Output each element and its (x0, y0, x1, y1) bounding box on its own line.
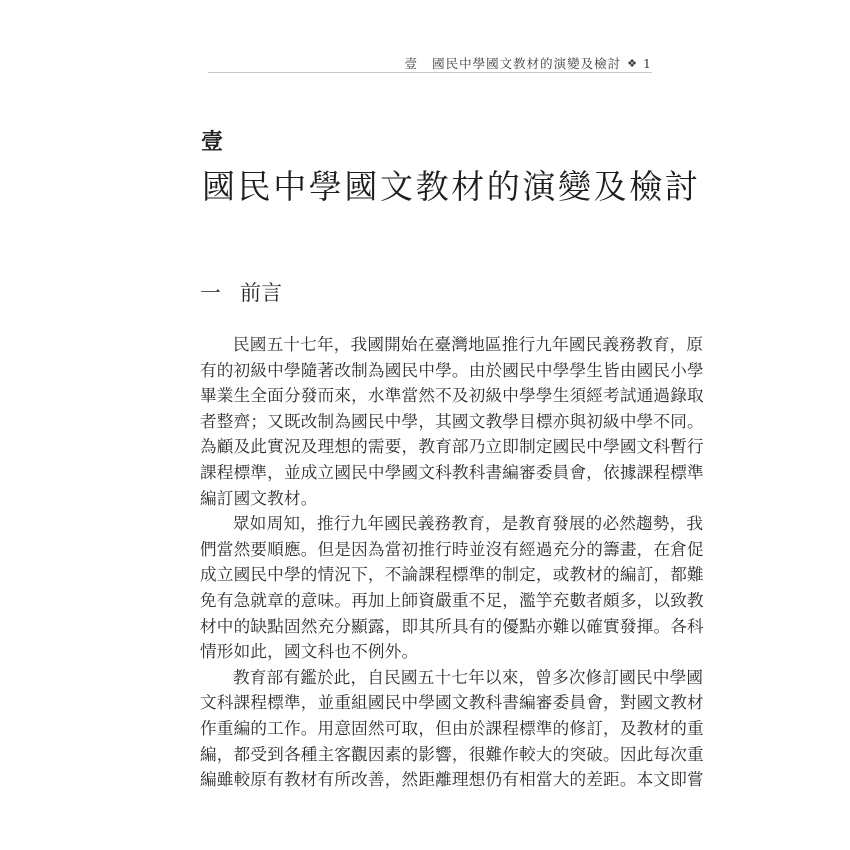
text-line: 課程標準，並成立國民中學國文科教科書編審委員會，依據課程標準 (200, 462, 704, 482)
body-text (200, 332, 704, 793)
chapter-title: 國民中學國文教材的演變及檢討 (202, 167, 701, 206)
section-heading (200, 280, 282, 306)
running-header (208, 58, 652, 73)
text-line: 者整齊；又既改制為國民中學，其國文教學目標亦與初級中學不同。 (200, 411, 704, 431)
paragraph-2 (200, 511, 704, 665)
page-number: 1 (643, 56, 652, 71)
text-line: 們當然要順應。但是因為當初推行時並沒有經過充分的籌畫，在倉促 (200, 539, 704, 559)
text-line: 教育部有鑑於此，自民國五十七年以來，曾多次修訂國民中學國 (233, 667, 704, 687)
text-line: 畢業生全面分發而來，水準當然不及初級中學學生須經考試通過錄取 (200, 386, 704, 406)
section-title: 前言 (240, 281, 282, 305)
running-header-chapter-title: 國民中學國文教材的演變及檢討 (432, 56, 622, 71)
diamond-ornament-icon: ❖ (627, 57, 639, 70)
running-header-chapter-number: 壹 (404, 56, 419, 71)
chapter-number: 壹 (201, 130, 224, 155)
text-line: 有的初級中學隨著改制為國民中學。由於國民中學學生皆由國民小學 (200, 360, 704, 380)
text-line: 民國五十七年，我國開始在臺灣地區推行九年國民義務教育，原 (233, 335, 704, 354)
text-line: 成立國民中學的情況下，不論課程標準的制定，或教材的編訂，都難 (200, 565, 704, 585)
text-line: 材中的缺點固然充分顯露，即其所具有的優點亦難以確實發揮。各科 (200, 616, 704, 636)
text-line: 文科課程標準，並重組國民中學國文教科書編審委員會，對國文教材 (200, 693, 704, 713)
paragraph-1 (200, 332, 704, 511)
text-line: 作重編的工作。用意固然可取，但由於課程標準的修訂，及教材的重 (200, 718, 704, 738)
text-line: 編雖較原有教材有所改善，然距離理想仍有相當大的差距。本文即嘗 (200, 770, 704, 790)
text-line: 情形如此，國文科也不例外。 (200, 642, 419, 662)
section-number: 一 (200, 281, 221, 305)
text-line: 眾如周知，推行九年國民義務教育，是教育發展的必然趨勢，我 (233, 514, 704, 534)
text-line: 編，都受到各種主客觀因素的影響，很難作較大的突破。因此每次重 (200, 744, 704, 764)
paragraph-3 (200, 665, 704, 793)
text-line: 為顧及此實況及理想的需要，教育部乃立即制定國民中學國文科暫行 (200, 437, 704, 457)
text-line: 免有急就章的意味。再加上師資嚴重不足，濫竽充數者頗多，以致教 (200, 590, 704, 610)
text-line: 編訂國文教材。 (200, 488, 318, 508)
